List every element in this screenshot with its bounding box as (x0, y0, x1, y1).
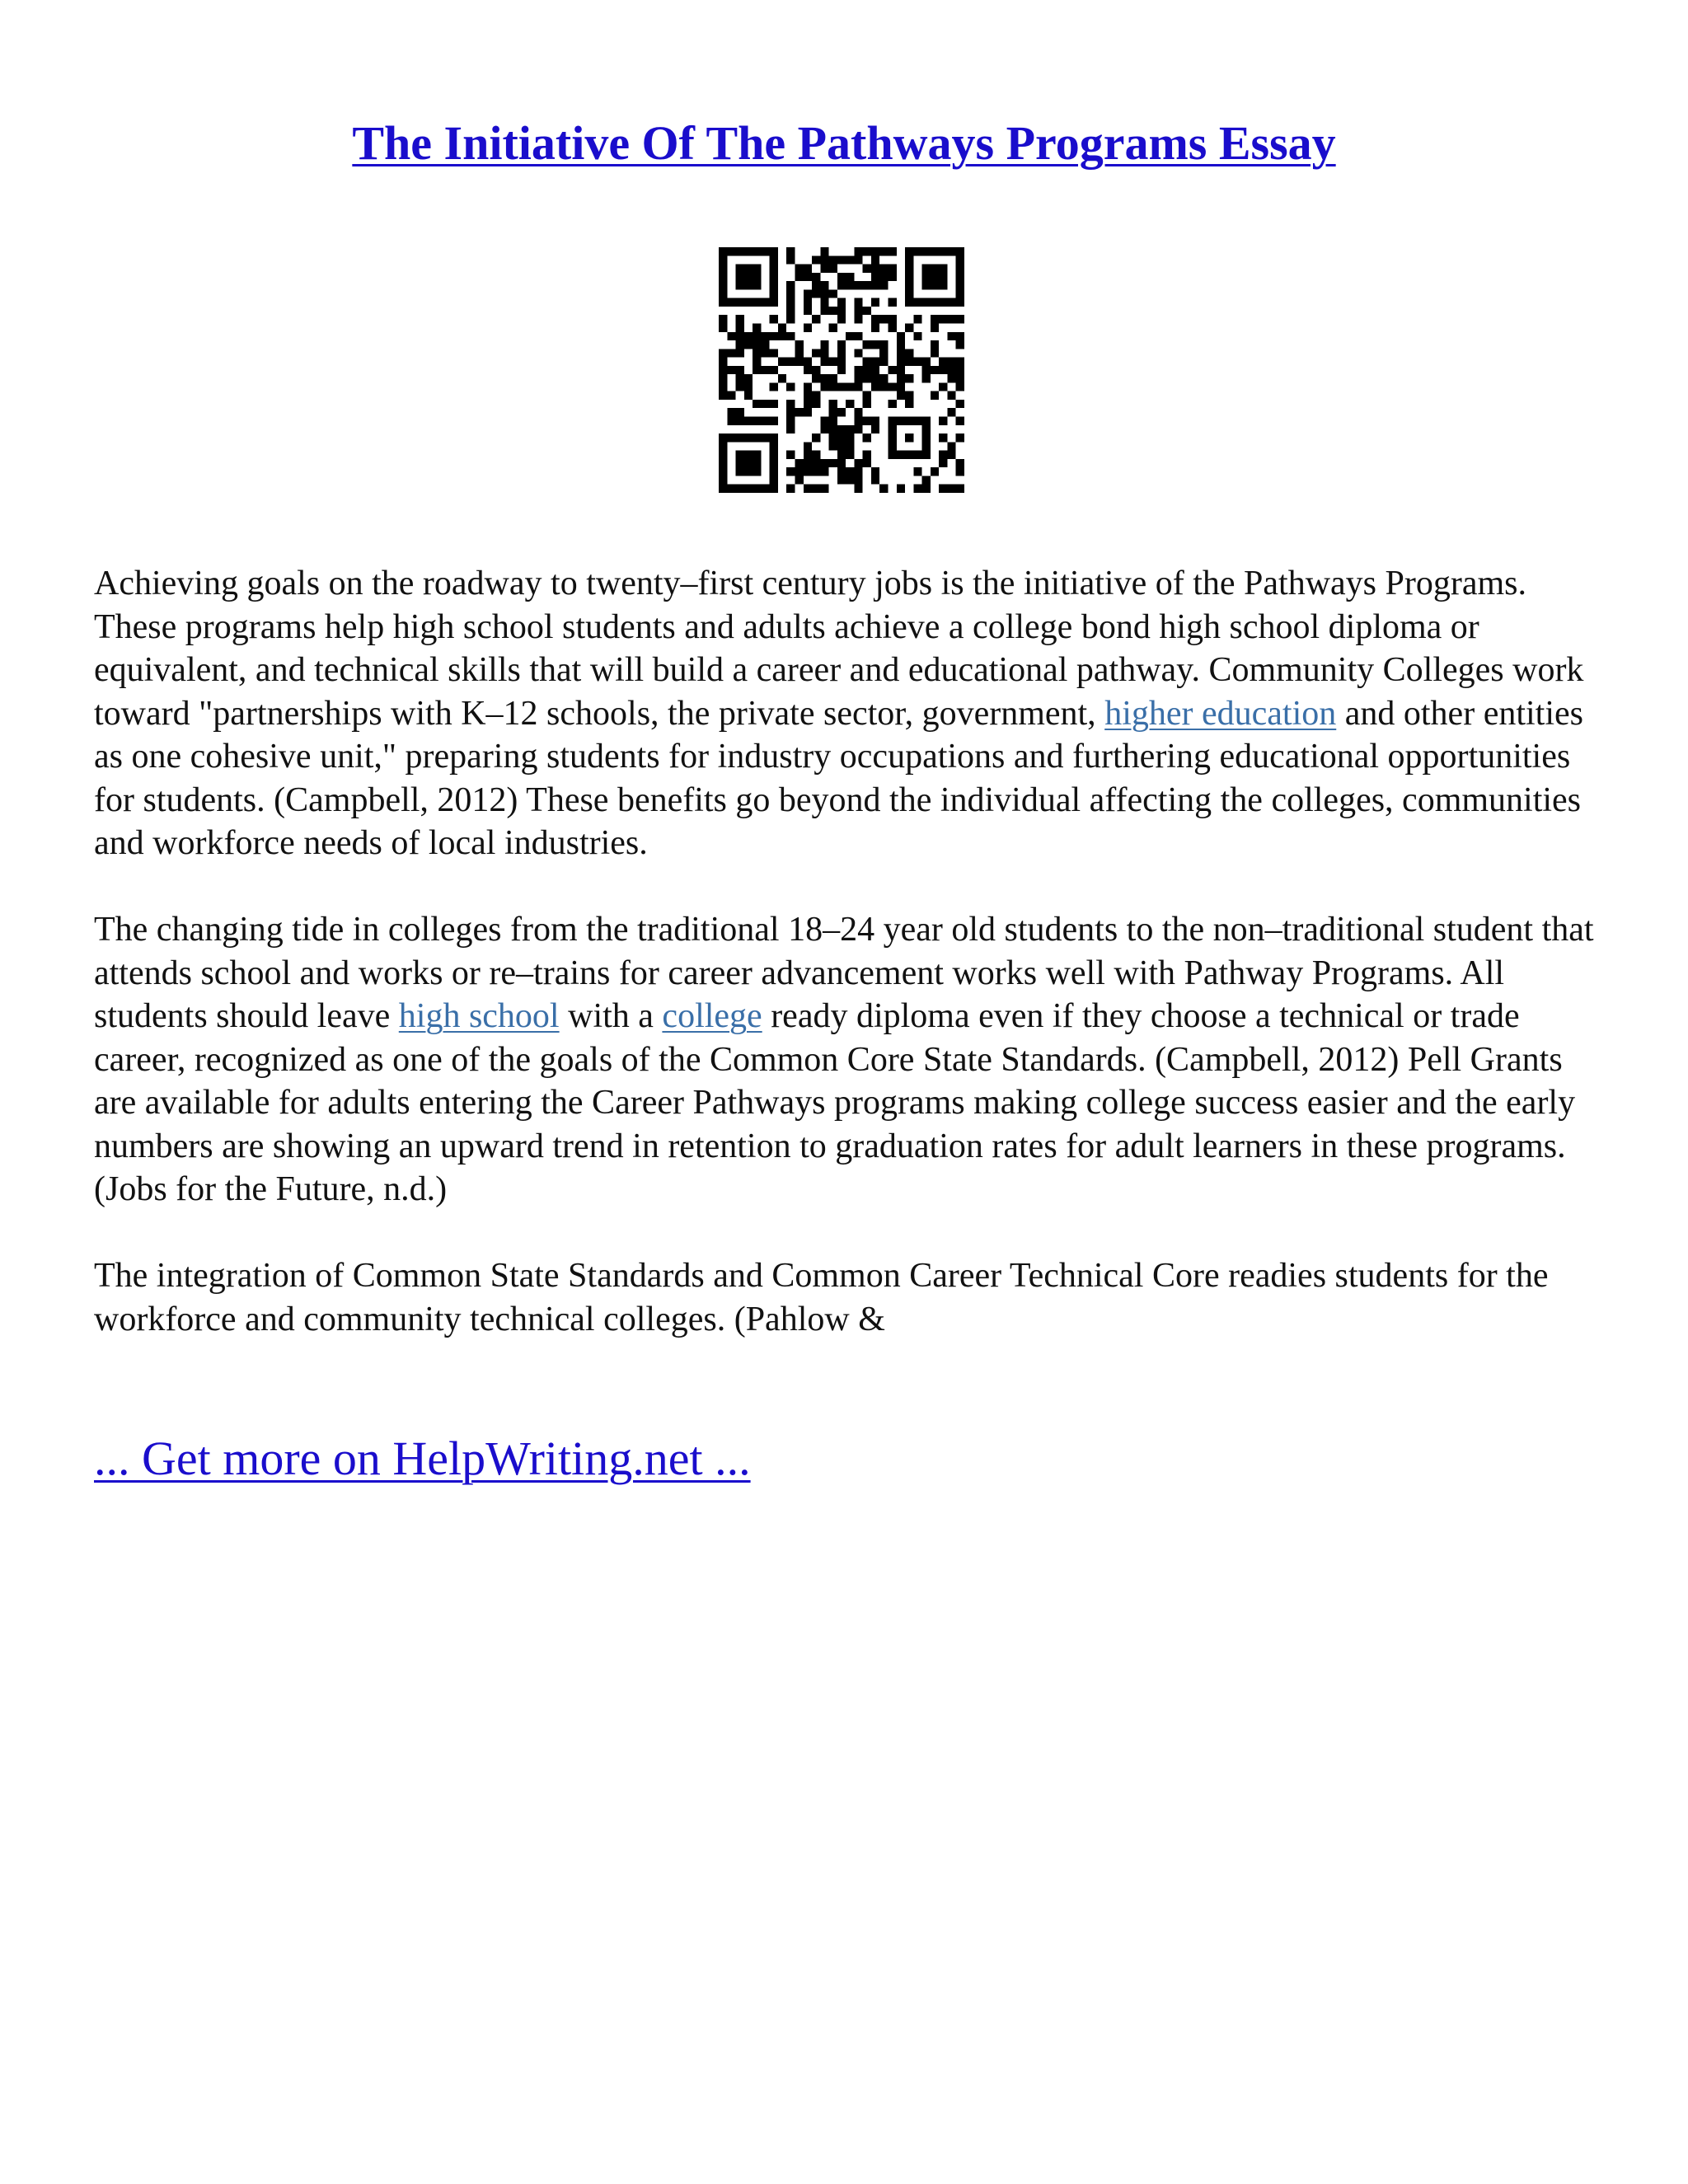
essay-title-link[interactable]: The Initiative Of The Pathways Programs Essay (352, 116, 1336, 170)
college-link[interactable]: college (662, 997, 762, 1035)
high-school-link[interactable]: high school (398, 997, 560, 1035)
essay-body (94, 562, 1611, 1385)
get-more-link[interactable]: ... Get more on HelpWriting.net ... (94, 1432, 751, 1485)
paragraph-2-text-c: ready diploma even if they choose a technical or trade career, recognized as one of the goals of the Common Core State Standards. (Campbell, 2012) Pell Grants are available for adults entering the Career Pathways programs making college success easier and the early numbers are showing an upward trend in retention to graduation rates for adult learners in these programs. (Jobs for the Future, n.d.) (94, 997, 1576, 1208)
paragraph-3 (94, 1254, 1611, 1341)
title-container (0, 115, 1688, 171)
paragraph-1-text-a: Achieving goals on the roadway to twenty–first century jobs is the initiative of the Pathways Programs. These programs help high school students and adults achieve a college bond high school diploma or equivalent, and technical skills that will build a career and educational pathway. Community Colleges work toward "partnerships with K–12 schools, the private sector, government, (94, 565, 1584, 733)
paragraph-2-text-b: with a (559, 997, 663, 1035)
paragraph-1-text-b: and other entities as one cohesive unit," preparing students for industry occupations and furthering educational opportunities for students. (Campbell, 2012) These benefits go beyond the individual affecting the colleges, communities and workforce needs of local industries. (94, 694, 1583, 862)
qr-code-icon (719, 247, 964, 493)
paragraph-2-text-a: The changing tide in colleges from the traditional 18–24 year old students to the non–traditional student that attends school and works or re–trains for career advancement works well with Pathway Programs. All students should leave (94, 911, 1594, 1035)
paragraph-1 (94, 562, 1611, 865)
higher-education-link[interactable]: higher education (1104, 694, 1337, 733)
paragraph-3-text: The integration of Common State Standards and Common Career Technical Core readies students for the workforce and community technical colleges. (Pahlow & (94, 1257, 1549, 1338)
paragraph-2 (94, 908, 1611, 1212)
